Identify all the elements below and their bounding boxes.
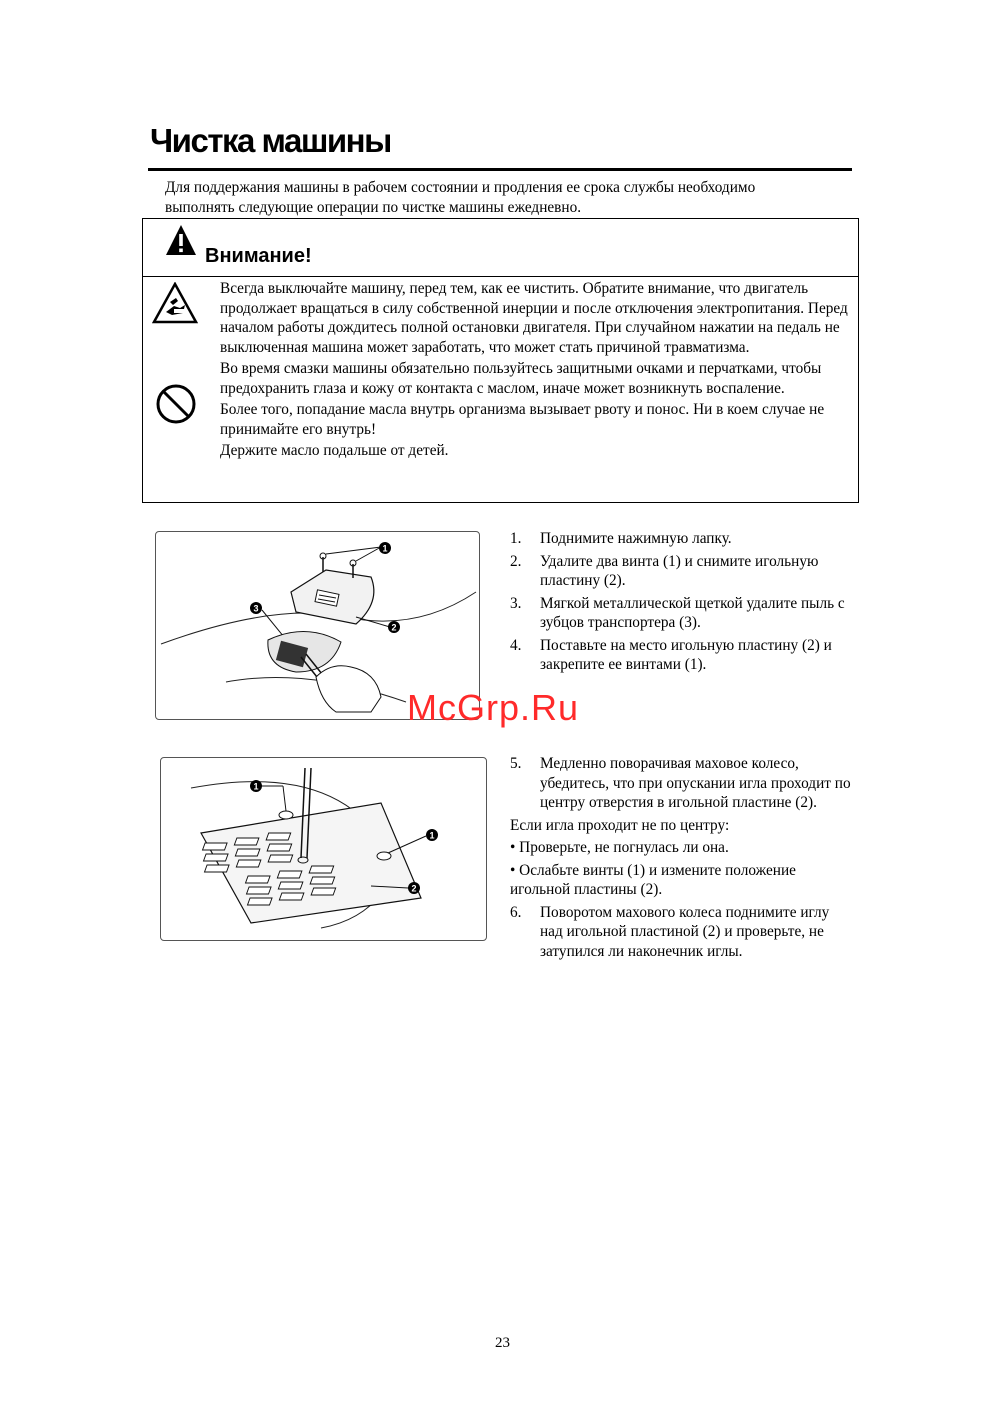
title-underline: [148, 168, 852, 171]
check-needle-bullet: • Проверьте, не погнулась ли она.: [510, 839, 729, 856]
figure-2-drawing: [161, 758, 486, 940]
warning-text: [220, 279, 850, 463]
warning-title: Внимание!: [205, 245, 312, 267]
step-3-number: 3.: [510, 594, 522, 612]
step-4: [510, 636, 855, 675]
step-4-number: 4.: [510, 636, 522, 654]
step-6: [510, 903, 855, 962]
adjust-plate-bullet: • Ослабьте винты (1) и измените положение игольной пластины (2).: [510, 861, 796, 898]
warning-box: [142, 218, 859, 503]
warning-triangle-icon: [165, 224, 197, 256]
step-1: [510, 529, 855, 549]
intro-text: [165, 178, 855, 218]
page-title: Чистка машины: [150, 122, 391, 159]
step-5-text: Медленно поворачивая маховое колесо, убедитесь, что при опускании игла проходит по центру отверстия в игольной пластине (2).: [540, 755, 851, 811]
step-4-text: Поставьте на место игольную пластину (2) и закрепите ее винтами (1).: [540, 636, 832, 673]
callout-3-fig1: 3: [253, 603, 259, 614]
warning-header: [143, 219, 858, 277]
step-3-text: Мягкой металлической щеткой удалите пыль с зубцов транспортера (3).: [540, 594, 845, 631]
warning-paragraph-3: Более того, попадание масла внутрь организма вызывает рвоту и понос. Ни в коем случае не принимайте его внутрь!: [220, 401, 825, 438]
step-1-number: 1.: [510, 530, 522, 547]
cleaning-steps-1-4: [510, 529, 855, 678]
step-6-text: Поворотом махового колеса поднимите иглу над игольной пластиной (2) и проверьте, не затупился ли наконечник иглы.: [540, 903, 830, 960]
prohibited-icon: [155, 383, 197, 425]
intro-line-1: Для поддержания машины в рабочем состоянии и продления ее срока службы необходимо: [165, 179, 756, 196]
needle-centering-illustration: [160, 757, 487, 941]
step-5: [510, 754, 855, 813]
step-1-text: Поднимите нажимную лапку.: [540, 530, 732, 547]
off-center-note: Если игла проходит не по центру:: [510, 816, 730, 834]
hand-injury-hazard-icon: [152, 282, 198, 324]
callout-2-fig2: 2: [411, 883, 417, 894]
callout-1a-fig2: 1: [253, 781, 259, 792]
cleaning-steps-5-6: [510, 754, 855, 964]
step-3: [510, 594, 855, 633]
warning-paragraph-1: Всегда выключайте машину, перед тем, как ее чистить. Обратите внимание, что двигатель продолжает вращаться в силу собственной инерции и после отключения электропитания. Перед началом работы дождитесь полной остановки двигателя. При случайном нажатии на педаль не выключенная машина может заработать, что может стать причиной травматизма.: [220, 280, 848, 356]
step-6-number: 6.: [510, 903, 522, 921]
callout-1b-fig2: 1: [429, 830, 435, 841]
step-2-number: 2.: [510, 552, 522, 570]
callout-1-fig1: 1: [382, 543, 388, 554]
watermark: McGrp.Ru: [407, 687, 580, 728]
step-2-text: Удалите два винта (1) и снимите игольную пластину (2).: [540, 552, 819, 589]
warning-paragraph-4: Держите масло подальше от детей.: [220, 442, 449, 459]
step-5-number: 5.: [510, 755, 522, 772]
callout-2-fig1: 2: [391, 622, 397, 633]
warning-paragraph-2: Во время смазки машины обязательно пользуйтесь защитными очками и перчатками, чтобы предохранить глаза и кожу от контакта с маслом, иначе может возникнуть воспаление.: [220, 360, 822, 397]
step-2: [510, 552, 855, 591]
intro-line-2: выполнять следующие операции по чистке машины ежедневно.: [165, 199, 582, 216]
page-number: 23: [495, 1335, 510, 1351]
